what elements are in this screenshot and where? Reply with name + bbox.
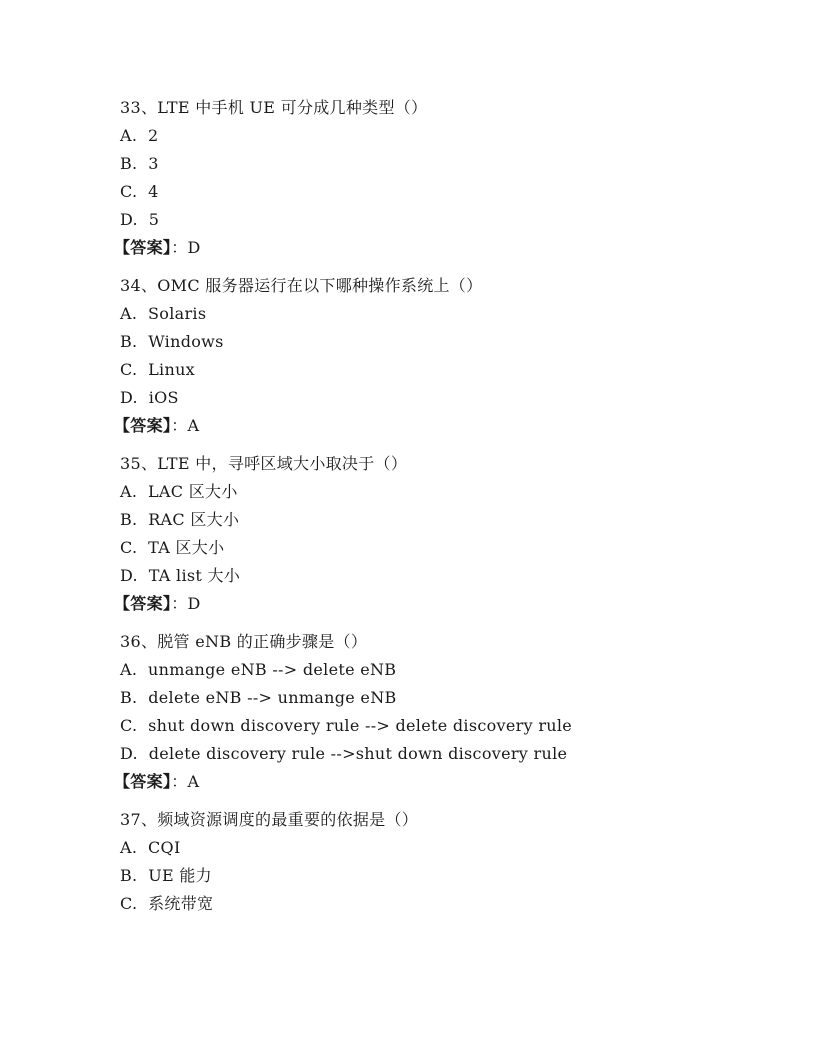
answer-value: ：D	[171, 238, 201, 257]
option-d: D. iOS	[120, 388, 179, 407]
question-35	[114, 450, 780, 618]
option-b: B. 3	[120, 154, 159, 173]
question-34	[114, 272, 780, 440]
answer-value: ：D	[171, 594, 201, 613]
answer-label: 【答案】	[114, 238, 172, 257]
answer-value: ：A	[171, 416, 200, 435]
question-37	[120, 806, 780, 918]
answer-line	[114, 590, 780, 618]
option-b: B. delete eNB --> unmange eNB	[120, 688, 397, 707]
answer-label: 【答案】	[114, 416, 172, 435]
question-stem: 37、频域资源调度的最重要的依据是（）	[120, 810, 419, 829]
option-c: C. TA 区大小	[120, 538, 225, 557]
option-b: B. RAC 区大小	[120, 510, 240, 529]
answer-value: ：A	[171, 772, 200, 791]
answer-line	[114, 412, 780, 440]
option-c: C. 系统带宽	[120, 894, 214, 913]
question-stem: 33、LTE 中手机 UE 可分成几种类型（）	[120, 98, 428, 117]
option-c: C. Linux	[120, 360, 196, 379]
option-a: A. CQI	[120, 838, 181, 857]
option-d: D. delete discovery rule -->shut down discovery rule	[120, 744, 568, 763]
answer-line	[114, 234, 780, 262]
document-page	[114, 94, 780, 928]
answer-label: 【答案】	[114, 594, 172, 613]
option-d: D. 5	[120, 210, 160, 229]
question-stem: 36、脱管 eNB 的正确步骤是（）	[120, 632, 368, 651]
option-a: A. 2	[120, 126, 159, 145]
option-a: A. unmange eNB --> delete eNB	[120, 660, 397, 679]
option-b: B. Windows	[120, 332, 224, 351]
question-stem: 34、OMC 服务器运行在以下哪种操作系统上（）	[120, 276, 483, 295]
option-b: B. UE 能力	[120, 866, 212, 885]
option-a: A. LAC 区大小	[120, 482, 238, 501]
option-c: C. 4	[120, 182, 159, 201]
option-c: C. shut down discovery rule --> delete discovery rule	[120, 716, 573, 735]
answer-label: 【答案】	[114, 772, 172, 791]
question-stem: 35、LTE 中，寻呼区域大小取决于（）	[120, 454, 408, 473]
question-33	[114, 94, 780, 262]
answer-line	[114, 768, 780, 796]
option-a: A. Solaris	[120, 304, 207, 323]
question-36	[114, 628, 780, 796]
option-d: D. TA list 大小	[120, 566, 241, 585]
